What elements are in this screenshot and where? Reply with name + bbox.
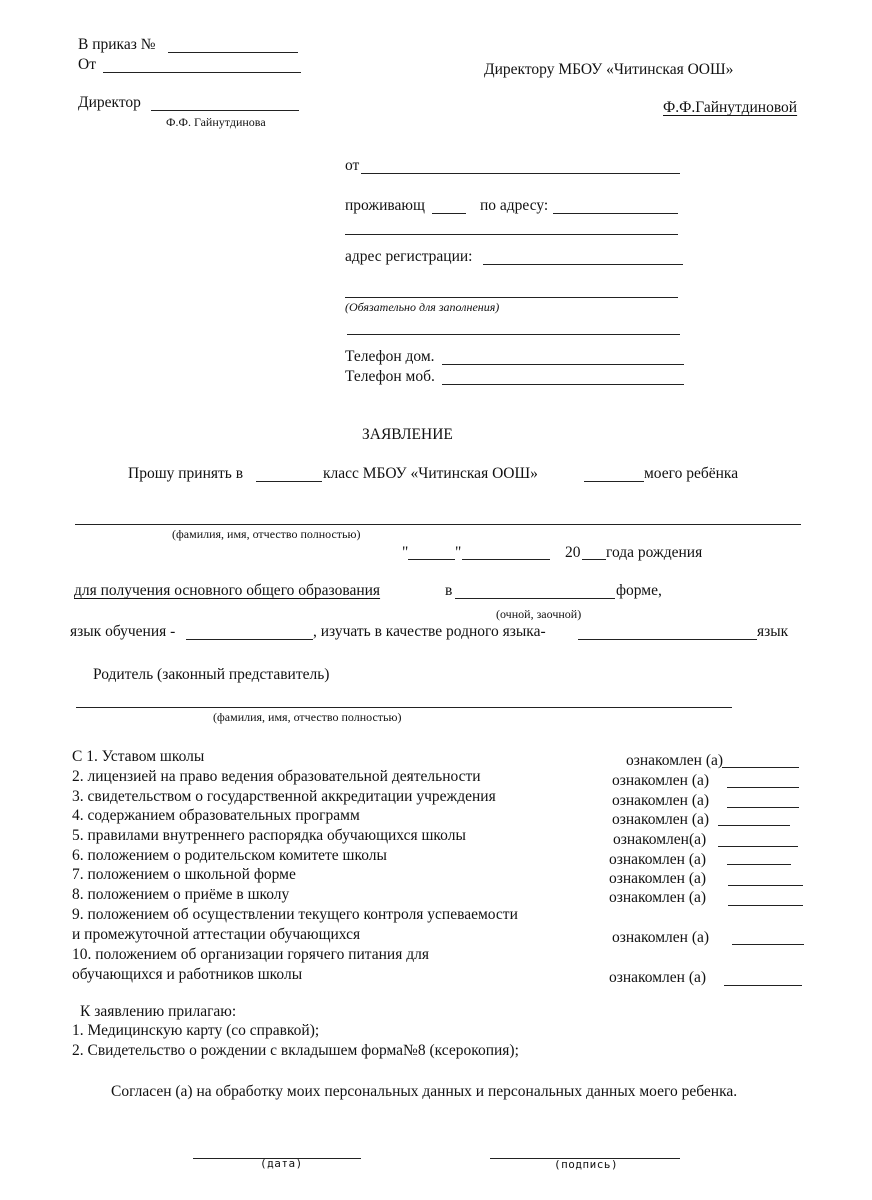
ack-item-2-label: 2. лицензией на право ведения образовательной деятельности	[72, 768, 481, 785]
birth-day-field[interactable]	[408, 559, 455, 560]
consent-text: Согласен (а) на обработку моих персональных данных и персональных данных моего ребенка.	[111, 1083, 738, 1100]
birth-month-field[interactable]	[462, 559, 550, 560]
ack-item-2-signature[interactable]	[727, 787, 799, 788]
phone-mobile-field[interactable]	[442, 384, 684, 385]
director-signature-field[interactable]	[151, 110, 299, 111]
language-field[interactable]	[186, 639, 313, 640]
ack-item-3-signature[interactable]	[727, 807, 799, 808]
addressee-line: Директору МБОУ «Читинская ООШ»	[484, 61, 734, 78]
ack-item-1-label: С 1. Уставом школы	[72, 748, 205, 765]
ack-item-7-status: ознакомлен (а)	[609, 870, 707, 887]
education-form-field[interactable]	[455, 598, 615, 599]
ack-item-9-signature[interactable]	[732, 944, 804, 945]
ack-item-7-label: 7. положением о школьной форме	[72, 866, 296, 883]
registration-field-line3[interactable]	[347, 334, 680, 335]
birth-quote-close: "	[455, 544, 462, 561]
phone-home-label: Телефон дом.	[345, 348, 435, 365]
ack-item-5-signature[interactable]	[718, 846, 798, 847]
education-form-label: форме,	[616, 582, 662, 599]
ack-item-4-label: 4. содержанием образовательных программ	[72, 807, 360, 824]
attachment-item-2: 2. Свидетельство о рождении с вкладышем форма№8 (ксерокопия);	[72, 1042, 519, 1059]
address-field-line2[interactable]	[345, 234, 678, 235]
birth-year-prefix: 20	[565, 544, 581, 561]
class-number-field[interactable]	[256, 481, 322, 482]
ack-item-5-status: ознакомлен(а)	[613, 831, 707, 848]
ack-item-1-status: ознакомлен (а)	[626, 752, 724, 769]
child-fio-field[interactable]	[75, 524, 801, 525]
ack-item-9-status: ознакомлен (а)	[612, 929, 710, 946]
ack-item-10-label: 10. положением об организации горячего питания для	[72, 946, 429, 963]
request-prefix: Прошу принять в	[128, 465, 244, 482]
ack-item-8-signature[interactable]	[728, 905, 803, 906]
phone-home-field[interactable]	[442, 364, 684, 365]
ack-item-10-status: ознакомлен (а)	[609, 969, 707, 986]
birth-quote-open: "	[402, 544, 409, 561]
ack-item-6-label: 6. положением о родительском комитете школы	[72, 847, 387, 864]
birth-suffix: года рождения	[606, 544, 703, 561]
residing-ending-field[interactable]	[432, 213, 466, 214]
registration-label: адрес регистрации:	[345, 248, 473, 265]
registration-field[interactable]	[483, 264, 683, 265]
ack-item-1-signature[interactable]	[722, 767, 799, 768]
residing-label: проживающ	[345, 197, 425, 214]
ack-item-6-signature[interactable]	[727, 864, 791, 865]
ack-item-2-status: ознакомлен (а)	[612, 772, 710, 789]
birth-year-field[interactable]	[582, 559, 606, 560]
signature-label: (подпись)	[554, 1158, 619, 1171]
order-label: В приказ №	[78, 36, 156, 53]
language-prefix: язык обучения -	[70, 623, 176, 640]
ack-item-8-label: 8. положением о приёме в школу	[72, 886, 290, 903]
parent-fio-note: (фамилия, имя, отчество полностью)	[213, 710, 402, 724]
language-suffix: язык	[757, 623, 789, 640]
address-field[interactable]	[553, 213, 678, 214]
ack-item-10-label-cont: обучающихся и работников школы	[72, 966, 303, 983]
form-note: (очной, заочной)	[496, 607, 582, 621]
director-label: Директор	[78, 94, 141, 111]
addressee-name: Ф.Ф.Гайнутдиновой	[663, 99, 798, 116]
ack-item-10-signature[interactable]	[724, 985, 802, 986]
document-title: ЗАЯВЛЕНИЕ	[362, 426, 453, 443]
order-date-field[interactable]	[103, 72, 301, 73]
ack-item-5-label: 5. правилами внутреннего распорядка обучающихся школы	[72, 827, 466, 844]
order-from-label: От	[78, 56, 96, 73]
order-number-field[interactable]	[168, 52, 298, 53]
attachment-item-1: 1. Медицинскую карту (со справкой);	[72, 1022, 320, 1039]
ack-item-3-label: 3. свидетельством о государственной аккредитации учреждения	[72, 788, 496, 805]
education-purpose: для получения основного общего образования	[74, 582, 381, 599]
request-class-text: класс МБОУ «Читинская ООШ»	[323, 465, 538, 482]
director-name: Ф.Ф. Гайнутдинова	[166, 115, 266, 129]
native-language-field[interactable]	[578, 639, 757, 640]
ack-item-4-signature[interactable]	[718, 825, 790, 826]
ack-item-4-status: ознакомлен (а)	[612, 811, 710, 828]
attachments-heading: К заявлению прилагаю:	[80, 1003, 237, 1020]
ack-item-9-label: 9. положением об осуществлении текущего контроля успеваемости	[72, 906, 518, 923]
applicant-from-label: от	[345, 157, 360, 174]
child-fio-note: (фамилия, имя, отчество полностью)	[172, 527, 361, 541]
education-in: в	[445, 582, 453, 599]
request-child-text: моего ребёнка	[644, 465, 739, 482]
ack-item-8-status: ознакомлен (а)	[609, 889, 707, 906]
applicant-name-field[interactable]	[361, 173, 680, 174]
address-label: по адресу:	[480, 197, 549, 214]
date-label: (дата)	[260, 1157, 303, 1170]
mandatory-note: (Обязательно для заполнения)	[345, 300, 500, 314]
language-native-text: , изучать в качестве родного языка-	[313, 623, 546, 640]
parent-label: Родитель (законный представитель)	[93, 666, 330, 683]
phone-mobile-label: Телефон моб.	[345, 368, 435, 385]
ack-item-7-signature[interactable]	[728, 885, 803, 886]
ack-item-3-status: ознакомлен (а)	[612, 792, 710, 809]
parent-fio-field[interactable]	[76, 707, 732, 708]
child-gender-field[interactable]	[584, 481, 644, 482]
ack-item-9-label-cont: и промежуточной аттестации обучающихся	[72, 926, 361, 943]
ack-item-6-status: ознакомлен (а)	[609, 851, 707, 868]
registration-field-line2[interactable]	[345, 297, 678, 298]
